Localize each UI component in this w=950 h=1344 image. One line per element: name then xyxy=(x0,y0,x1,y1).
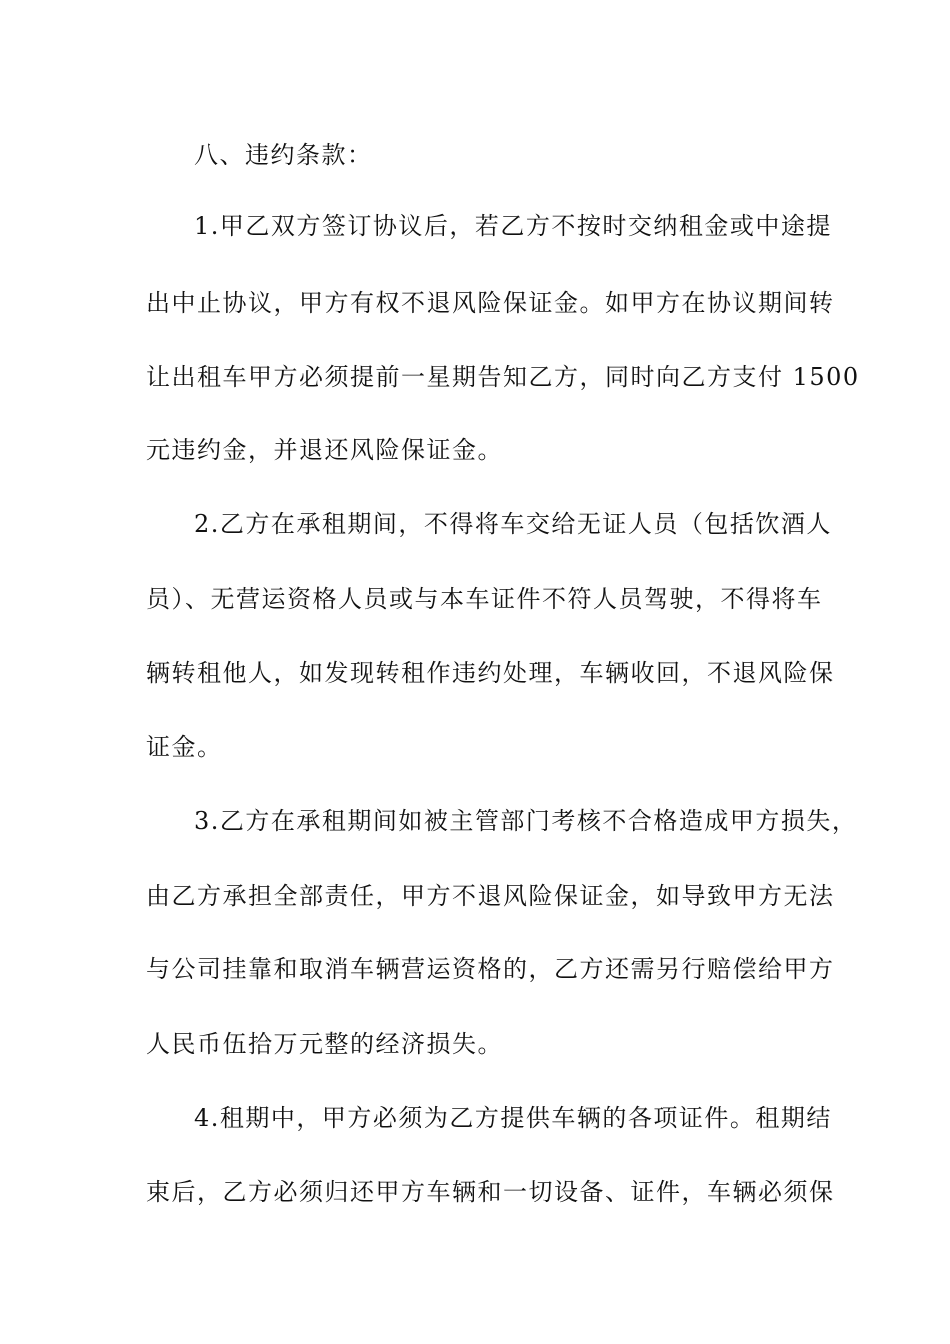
clause-2-line-3: 辆转租他人，如发现转租作违约处理，车辆收回，不退风险保 xyxy=(146,659,835,687)
clause-3-line-3: 与公司挂靠和取消车辆营运资格的，乙方还需另行赔偿给甲方 xyxy=(146,955,835,983)
clause-2-line-2: 员）、无营运资格人员或与本车证件不符人员驾驶，不得将车 xyxy=(146,585,823,613)
clause-3-line-4: 人民币伍拾万元整的经济损失。 xyxy=(146,1030,503,1058)
clause-2-line-4: 证金。 xyxy=(146,733,223,761)
clause-1-line-2: 出中止协议，甲方有权不退风险保证金。如甲方在协议期间转 xyxy=(146,289,835,317)
clause-3-line-2: 由乙方承担全部责任，甲方不退风险保证金，如导致甲方无法 xyxy=(146,882,835,910)
clause-4-line-2: 束后，乙方必须归还甲方车辆和一切设备、证件，车辆必须保 xyxy=(146,1178,835,1206)
clause-1-line-4: 元违约金，并退还风险保证金。 xyxy=(146,436,503,464)
clause-4-line-1: 4.租期中，甲方必须为乙方提供车辆的各项证件。租期结 xyxy=(194,1104,832,1132)
clause-2-line-1: 2.乙方在承租期间，不得将车交给无证人员（包括饮酒人 xyxy=(194,510,832,538)
clause-1-line-3: 让出租车甲方必须提前一星期告知乙方，同时向乙方支付 1500 xyxy=(146,363,860,391)
clause-3-line-1: 3.乙方在承租期间如被主管部门考核不合格造成甲方损失， xyxy=(194,807,858,835)
clause-1-line-1: 1.甲乙双方签订协议后，若乙方不按时交纳租金或中途提 xyxy=(194,212,832,240)
section-heading: 八、违约条款： xyxy=(194,141,373,169)
